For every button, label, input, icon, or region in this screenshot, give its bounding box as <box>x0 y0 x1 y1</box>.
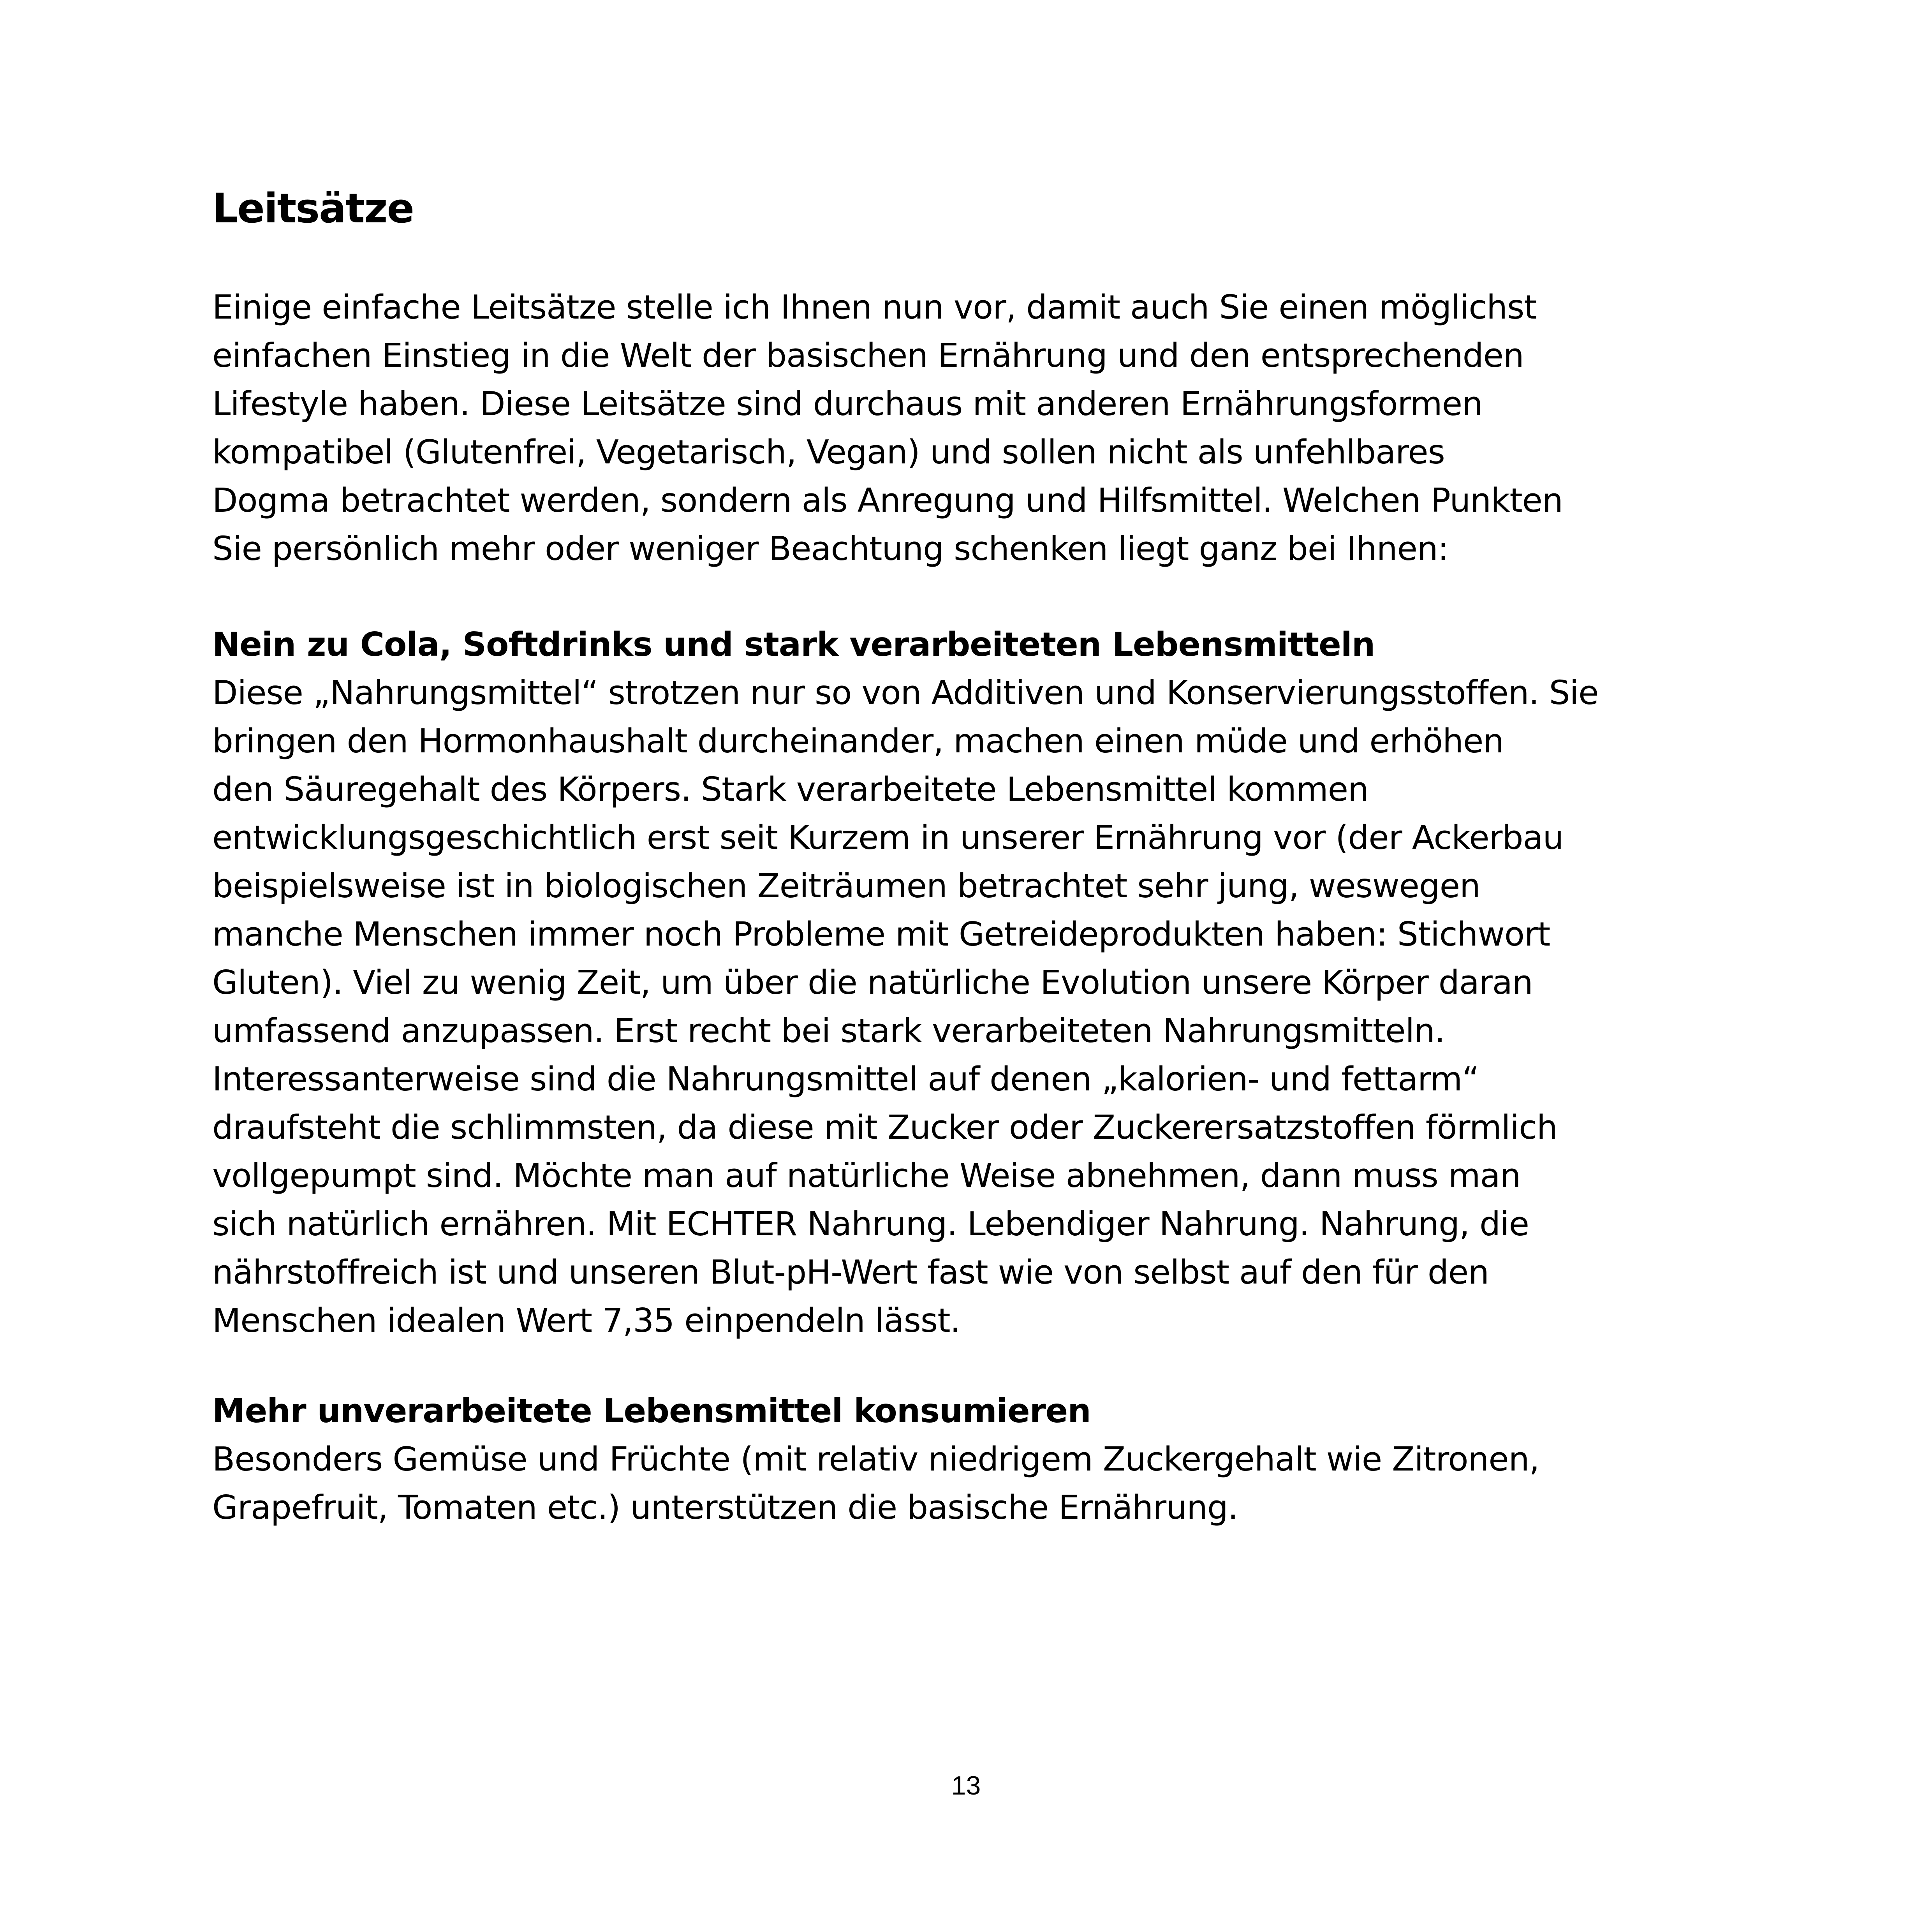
text-line: Gluten). Viel zu wenig Zeit, um über die natürliche Evolution unsere Körper daran <box>212 963 1533 1002</box>
text-line: entwicklungsgeschichtlich erst seit Kurzem in unserer Ernährung vor (der Ackerbau <box>212 819 1564 857</box>
page-number: 13 <box>951 1771 981 1800</box>
text-line: manche Menschen immer noch Probleme mit Getreideprodukten haben: Stichwort <box>212 915 1550 954</box>
text-line: bringen den Hormonhaushalt durcheinander, machen einen müde und erhöhen <box>212 722 1504 761</box>
text-line: kompatibel (Glutenfrei, Vegetarisch, Vegan) und sollen nicht als unfehlbares <box>212 433 1445 472</box>
text-line: Interessanterweise sind die Nahrungsmittel auf denen „kalorien- und fettarm“ <box>212 1060 1479 1099</box>
text-line: Diese „Nahrungsmittel“ strotzen nur so von Additiven und Konservierungsstoffen. Sie <box>212 674 1599 712</box>
text-line: draufsteht die schlimmsten, da diese mit Zucker oder Zuckerersatzstoffen förmlich <box>212 1108 1557 1147</box>
text-line: beispielsweise ist in biologischen Zeiträumen betrachtet sehr jung, weswegen <box>212 867 1480 905</box>
text-line: Dogma betrachtet werden, sondern als Anregung und Hilfsmittel. Welchen Punkten <box>212 481 1563 520</box>
text-line: sich natürlich ernähren. Mit ECHTER Nahrung. Lebendiger Nahrung. Nahrung, die <box>212 1205 1529 1243</box>
text-line: Sie persönlich mehr oder weniger Beachtung schenken liegt ganz bei Ihnen: <box>212 530 1449 568</box>
text-line: Menschen idealen Wert 7,35 einpendeln lässt. <box>212 1302 960 1340</box>
section-title: Mehr unverarbeitete Lebensmittel konsumieren <box>212 1392 1091 1430</box>
text-line: nährstoffreich ist und unseren Blut-pH-Wert fast wie von selbst auf den für den <box>212 1253 1489 1292</box>
text-line: umfassend anzupassen. Erst recht bei stark verarbeiteten Nahrungsmitteln. <box>212 1012 1445 1050</box>
text-line: Besonders Gemüse und Früchte (mit relativ niedrigem Zuckergehalt wie Zitronen, <box>212 1440 1539 1479</box>
section-title: Nein zu Cola, Softdrinks und stark verarbeiteten Lebensmitteln <box>212 625 1375 664</box>
intro-paragraph <box>212 284 1817 573</box>
text-line: einfachen Einstieg in die Welt der basischen Ernährung und den entsprechenden <box>212 336 1524 375</box>
text-line: vollgepumpt sind. Möchte man auf natürliche Weise abnehmen, dann muss man <box>212 1157 1521 1195</box>
text-line: Grapefruit, Tomaten etc.) unterstützen die basische Ernährung. <box>212 1488 1238 1527</box>
text-line: Einige einfache Leitsätze stelle ich Ihnen nun vor, damit auch Sie einen möglichst <box>212 288 1537 327</box>
section-unverarbeitete-lebensmittel <box>212 1387 1817 1532</box>
page-heading: Leitsätze <box>212 185 414 232</box>
section-cola-softdrinks <box>212 621 1817 1345</box>
text-line: Lifestyle haben. Diese Leitsätze sind durchaus mit anderen Ernährungsformen <box>212 385 1483 423</box>
text-line: den Säuregehalt des Körpers. Stark verarbeitete Lebensmittel kommen <box>212 770 1368 809</box>
document-page <box>212 0 1817 1932</box>
